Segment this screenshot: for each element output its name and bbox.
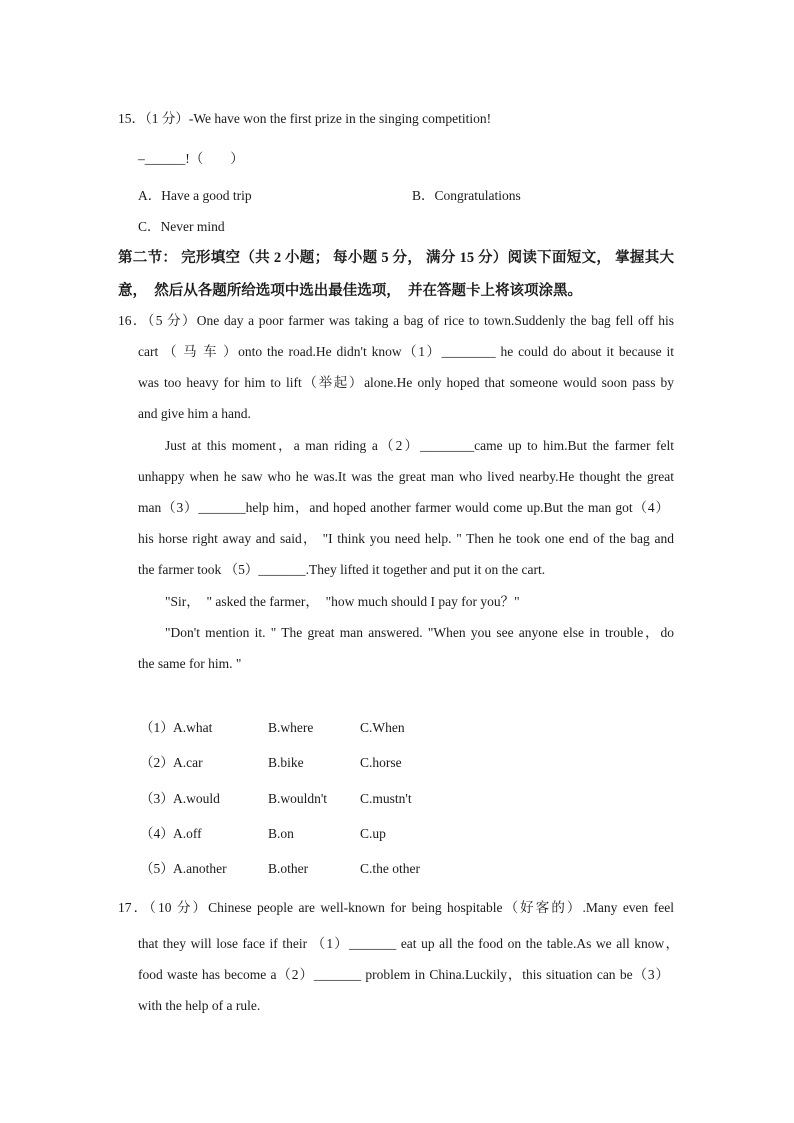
q16-line-10: "Sir， " asked the farmer， "how much should I pay for you？" — [165, 594, 520, 609]
choice-3-number: （3） — [140, 791, 174, 806]
q16-line-8: his horse right away and said， "I think you need help. " Then he took one end of the bag and — [138, 531, 674, 546]
q16-line-7: man（3）_______help him，and hoped another farmer would come up.But the man got（4） — [138, 500, 669, 515]
choice-3-c: C.mustn't — [360, 791, 412, 806]
q16-line-9: the farmer took （5）_______.They lifted it together and put it on the cart. — [138, 562, 546, 577]
choice-4-number: （4） — [140, 826, 174, 841]
q16-line-1: 16．（5 分）One day a poor farmer was taking a bag of rice to town.Suddenly the bag fell off his — [118, 313, 674, 328]
choice-2-c: C.horse — [360, 755, 402, 770]
choice-4-a: A.off — [173, 826, 202, 841]
choice-5-b: B.other — [268, 861, 309, 876]
q16-line-3: was too heavy for him to lift（举起）alone.He only hoped that someone would soon pass by — [138, 375, 674, 390]
q16-line-6: unhappy when he saw who he was.It was the great man who lived nearby.He thought the great — [138, 469, 674, 484]
q16-line-5: Just at this moment，a man riding a（2）________came up to him.But the farmer felt — [165, 438, 674, 453]
q16-line-11: "Don't mention it. " The great man answered. "When you see anyone else in trouble，do — [165, 625, 674, 640]
choice-3-b: B.wouldn't — [268, 791, 328, 806]
section2-header-line1: 第二节： 完形填空（共 2 小题； 每小题 5 分， 满分 15 分）阅读下面短文， 掌握其大 — [118, 250, 674, 266]
q17-line-3: food waste has become a（2）_______ problem in China.Luckily，this situation can be（3） — [138, 967, 669, 982]
choice-1-c: C.When — [360, 720, 405, 735]
choice-4-c: C.up — [360, 826, 386, 841]
choice-5-number: （5） — [140, 861, 174, 876]
choice-5-c: C.the other — [360, 861, 420, 876]
choice-3-a: A.would — [173, 791, 220, 806]
choice-5-a: A.another — [173, 861, 227, 876]
choice-1-number: （1） — [140, 720, 174, 735]
q15-option-a: A．Have a good trip — [138, 188, 252, 203]
q15-option-c: C．Never mind — [138, 219, 225, 234]
choice-2-number: （2） — [140, 755, 174, 770]
section2-header-line2: 意， 然后从各题所给选项中选出最佳选项， 并在答题卡上将该项涂黑。 — [118, 283, 582, 299]
choice-2-a: A.car — [173, 755, 203, 770]
q16-line-2: cart （ 马 车 ）onto the road.He didn't know（1）________ he could do about it because it — [138, 344, 674, 359]
q15-option-b: B．Congratulations — [412, 188, 521, 203]
choice-4-b: B.on — [268, 826, 294, 841]
choice-1-a: A.what — [173, 720, 213, 735]
q15-answer-line: –______!（ ） — [138, 151, 244, 166]
choice-1-b: B.where — [268, 720, 314, 735]
q17-line-4: with the help of a rule. — [138, 998, 261, 1013]
q16-line-12: the same for him. " — [138, 656, 242, 671]
q17-line-1: 17．（10 分）Chinese people are well-known for being hospitable（好客的）.Many even feel — [118, 900, 674, 915]
q17-line-2: that they will lose face if their （1）_______ eat up all the food on the table.As we all know， — [138, 936, 679, 951]
choice-2-b: B.bike — [268, 755, 304, 770]
q15-stem: 15．（1 分）-We have won the first prize in the singing competition! — [118, 111, 492, 126]
q16-line-4: and give him a hand. — [138, 406, 251, 421]
